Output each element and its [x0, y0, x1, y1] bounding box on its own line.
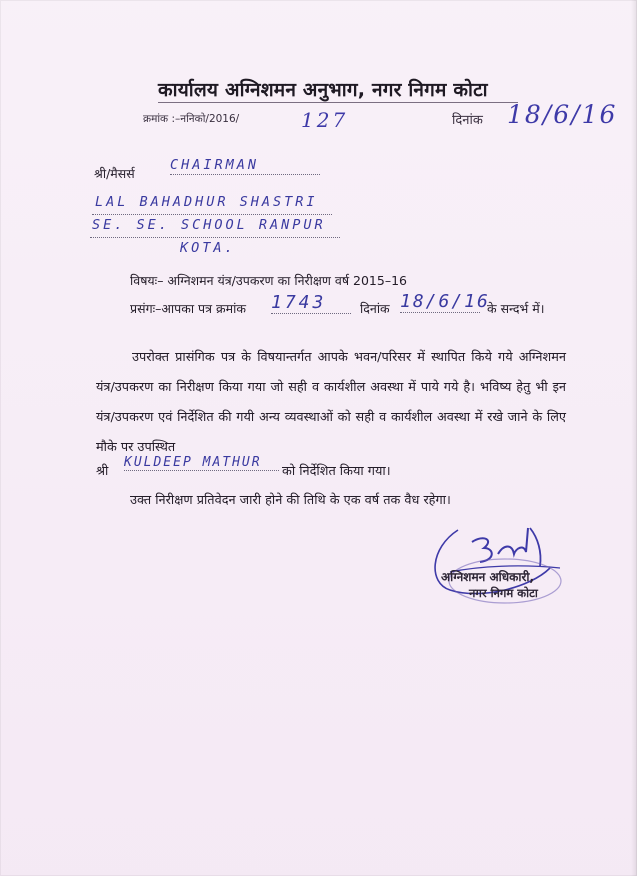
recipient-line-4: KOTA. [180, 240, 236, 256]
reference-label: क्रमांक :–ननिको/2016/ [143, 113, 240, 125]
signatory-title: अग्निशमन अधिकारी, [441, 570, 535, 584]
instruction-tail: को निर्देशित किया गया। [282, 464, 391, 479]
reference-letter-number: 1743 [271, 292, 351, 314]
validity-statement: उक्त निरीक्षण प्रतिवेदन जारी होने की तिथि के एक वर्ष तक वैध रहेगा। [130, 493, 451, 508]
officer-present-name: KULDEEP MATHUR [124, 455, 279, 471]
reference-number-handwritten: 127 [301, 108, 349, 132]
subject-line: विषयः– अग्निशमन यंत्र/उपकरण का निरीक्षण वर्ष 2015–16 [130, 273, 407, 288]
reference-suffix: के सन्दर्भ में। [487, 301, 545, 316]
title-underline [158, 102, 518, 103]
reference-date-label: दिनांक [360, 301, 390, 316]
date-label: दिनांक [452, 113, 483, 128]
date-handwritten: 18/6/16 [507, 100, 618, 129]
recipient-line-3: SE. SE. SCHOOL RANPUR [92, 217, 326, 233]
recipient-line-2: LAL BAHADHUR SHASTRI [95, 194, 318, 210]
body-paragraph: उपरोक्त प्रासंगिक पत्र के विषयान्तर्गत आपके भवन/परिसर में स्थापित किये गये अग्निशमन यंत्र/उपकरण का निरीक्षण किया गया जो सही व कार्यशील अवस्था में पाये गये है। भविष्य हेतु भी इन यंत्र/उपकरण एवं निर्देशित की गयी अन्य व्यवस्थाओं को सही व कार्यशील अवस्था में रखे जाने के लिए मौके पर उपस्थित [96, 350, 566, 455]
office-title: कार्यालय अग्निशमन अनुभाग, नगर निगम कोटा [158, 79, 488, 101]
recipient-label: श्री/मैसर्स [94, 166, 135, 181]
recipient-line-3-dots [90, 236, 340, 238]
officer-prefix: श्री [96, 464, 109, 479]
reference-prefix: प्रसंगः–आपका पत्र क्रमांक [130, 301, 246, 316]
reference-letter-date: 18/6/16 [400, 291, 490, 312]
signatory-org: नगर निगम कोटा [469, 586, 538, 600]
recipient-line-2-dots [92, 213, 332, 215]
paper-edge-shadow [631, 0, 637, 876]
recipient-line-1: CHAIRMAN [170, 157, 320, 175]
